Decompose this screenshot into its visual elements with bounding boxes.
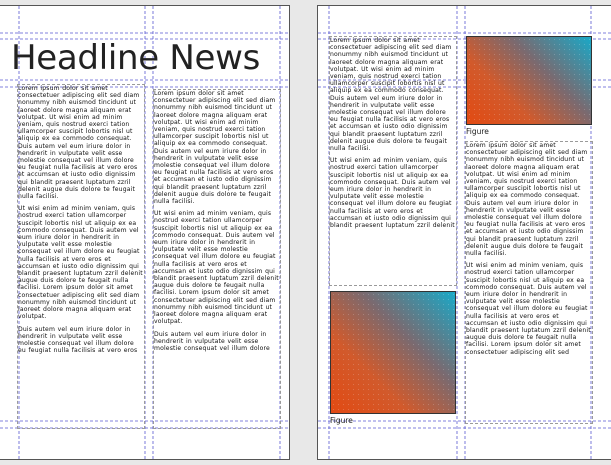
text-frame-right[interactable]	[465, 141, 593, 424]
paragraph: Lorem ipsum dolor sit amet consectetuer adipiscing elit sed diam nonummy nibh euismod tincidunt ut laoreet dolore magna aliquam erat volutpat. Ut wisi enim ad minim veniam, quis nostrud exerci tation ullamcorper suscipit lobortis nisl ut aliquip ex ea commodo consequat. Duis autem vel eum iriure dolor in hendrerit in vulputate velit esse molestie consequat vel illum dolore eu feugiat nulla facilisis at vero eros et accumsan et iusto odio dignissim qui blandit praesent luptatum zzril delenit augue duis dolore te feugait nulla facilisi.	[466, 142, 588, 258]
right-page	[317, 5, 611, 460]
paragraph: Duis autem vel eum iriure dolor in hendrerit in vulputate velit esse molestie consequat vel illum dolore	[154, 330, 270, 352]
figure-caption: Figure	[466, 127, 489, 136]
text-frame-column-2[interactable]	[153, 89, 281, 429]
paragraph: Lorem ipsum dolor sit amet consectetuer adipiscing elit sed diam nonummy nibh euismod tincidunt ut laoreet dolore magna aliquam erat volutpat. Ut wisi enim ad minim veniam, quis nostrud exerci tation ullamcorper suscipit lobortis nisl ut aliquip ex ea commodo consequat. Duis autem vel eum iriure dolor in hendrerit in vulputate velit esse molestie consequat vel illum dolore eu feugiat nulla facilisis at vero eros et accumsan et iusto odio dignissim qui blandit praesent luptatum zzril delenit augue duis dolore te feugait nulla facilisi.	[154, 90, 276, 206]
figure-image-top[interactable]	[466, 36, 592, 125]
paragraph: Lorem ipsum dolor sit amet consectetuer adipiscing elit sed diam nonummy nibh euismod tincidunt ut laoreet dolore magna aliquam erat volutpat. Ut wisi enim ad minim veniam, quis nostrud exerci tation ullamcorper suscipit lobortis nisl ut aliquip ex ea commodo consequat. Duis autem vel eum iriure dolor in hendrerit in vulputate velit esse molestie consequat vel illum dolore eu feugiat nulla facilisis at vero eros et accumsan et iusto odio dignissim qui blandit praesent luptatum zzril delenit augue duis dolore te feugait nulla facilisi.	[18, 85, 140, 201]
paragraph: Duis autem vel eum iriure dolor in hendrerit in vulputate velit esse molestie consequat vel illum dolore eu feugiat nulla facilisis at vero eros	[18, 325, 138, 355]
paragraph: Ut wisi enim ad minim veniam, quis nostrud exerci tation ullamcorper suscipit lobortis nisl ut aliquip ex ea commodo consequat. Duis autem vel eum iriure dolor in hendrerit in vulputate velit esse molestie consequat vel illum dolore eu feugiat nulla facilisis at vero eros et accumsan et iusto odio dignissim qui blandit praesent luptatum zzril delenit	[330, 157, 455, 230]
paragraph: Ut wisi enim ad minim veniam, quis nostrud exerci tation ullamcorper suscipit lobortis nisl ut aliquip ex ea commodo consequat. Duis autem vel eum iriure dolor in hendrerit in vulputate velit esse molestie consequat vel illum dolore eu feugiat nulla facilisis at vero eros et accumsan et iusto odio dignissim qui blandit praesent luptatum zzril delenit augue duis dolore te feugait nulla facilisi. Lorem ipsum dolor sit amet consectetuer adipiscing elit sed diam nonummy nibh euismod tincidunt ut laoreet dolore magna aliquam erat volutpat.	[154, 210, 279, 326]
figure-caption: Figure	[330, 416, 353, 425]
text-frame-top[interactable]	[329, 36, 457, 286]
paragraph: Ut wisi enim ad minim veniam, quis nostrud exerci tation ullamcorper suscipit lobortis nisl ut aliquip ex ea commodo consequat. Duis autem vel eum iriure dolor in hendrerit in vulputate velit esse molestie consequat vel illum dolore eu feugiat nulla facilisis at vero eros et accumsan et iusto odio dignissim qui blandit praesent luptatum zzril delenit augue duis dolore te feugait nulla facilisi. Lorem ipsum dolor sit amet consectetuer adipiscing elit sed	[466, 262, 591, 356]
paragraph: Lorem ipsum dolor sit amet consectetuer adipiscing elit sed diam nonummy nibh euismod tincidunt ut laoreet dolore magna aliquam erat volutpat. Ut wisi enim ad minim veniam, quis nostrud exerci tation ullamcorper suscipit lobortis nisl ut aliquip ex ea commodo consequat. Duis autem vel eum iriure dolor in hendrerit in vulputate velit esse molestie consequat vel illum dolore eu feugiat nulla facilisis at vero eros et accumsan et iusto odio dignissim qui blandit praesent luptatum zzril delenit augue duis dolore te feugait nulla facilisi.	[330, 37, 452, 153]
left-page	[0, 5, 290, 460]
figure-image-bottom[interactable]	[330, 291, 456, 414]
paragraph: Ut wisi enim ad minim veniam, quis nostrud exerci tation ullamcorper suscipit lobortis nisl ut aliquip ex ea commodo consequat. Duis autem vel eum iriure dolor in hendrerit in vulputate velit esse molestie consequat vel illum dolore eu feugiat nulla facilisis at vero eros et accumsan et iusto odio dignissim qui blandit praesent luptatum zzril delenit augue duis dolore te feugait nulla facilisi. Lorem ipsum dolor sit amet consectetuer adipiscing elit sed diam nonummy nibh euismod tincidunt ut laoreet dolore magna aliquam erat volutpat.	[18, 205, 143, 321]
headline[interactable]: Headline News	[11, 38, 261, 78]
text-frame-column-1[interactable]	[17, 84, 145, 429]
